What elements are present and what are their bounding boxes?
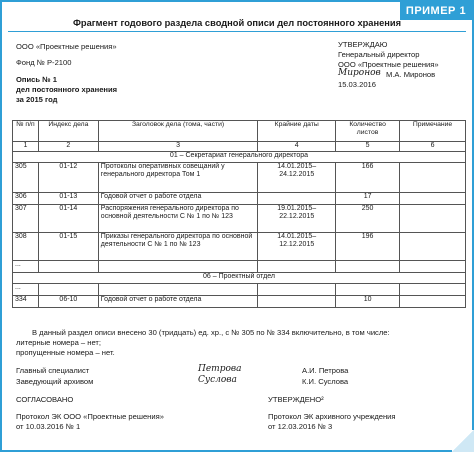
- approve-label: УТВЕРЖДАЮ: [338, 40, 388, 49]
- row-number: 305: [13, 163, 39, 193]
- specialist-signature: Петрова: [198, 364, 242, 374]
- table-header-row: [13, 121, 466, 142]
- column-number: 4: [258, 142, 336, 152]
- row-number: 307: [13, 205, 39, 233]
- column-number-row: [13, 142, 466, 152]
- protocol-archive: Протокол ЭК архивного учреждения: [268, 412, 396, 421]
- case-dates: 14.01.2015– 12.12.2015: [258, 233, 336, 261]
- header-cell: Примечание: [400, 121, 466, 142]
- approve-date: 15.03.2016: [338, 80, 377, 89]
- approved-label: УТВЕРЖДЕНО²: [268, 395, 324, 404]
- section-title: 01 – Секретариат генерального директора: [13, 152, 466, 163]
- section-row: [13, 273, 466, 284]
- opis-number: Опись № 1: [16, 75, 57, 84]
- archive-head-position: Заведующий архивом: [16, 377, 94, 386]
- case-note: [400, 296, 466, 308]
- row-number: ...: [13, 261, 39, 273]
- case-index: [38, 284, 98, 296]
- case-title: Распоряжения генерального директора по основной деятельности С № 1 по № 123: [98, 205, 258, 233]
- case-dates: 14.01.2015– 24.12.2015: [258, 163, 336, 193]
- case-title: Протоколы оперативных совещаний у генерального директора Том 1: [98, 163, 258, 193]
- case-sheets: [336, 284, 400, 296]
- case-index: 06-10: [38, 296, 98, 308]
- row-number: 308: [13, 233, 39, 261]
- case-note: [400, 163, 466, 193]
- litera-numbers: литерные номера – нет;: [16, 338, 101, 347]
- case-note: [400, 261, 466, 273]
- case-dates: [258, 193, 336, 205]
- missing-numbers: пропущенные номера – нет.: [16, 348, 115, 357]
- table-row: [13, 205, 466, 233]
- specialist-position: Главный специалист: [16, 366, 90, 375]
- archive-head-name: К.И. Суслова: [302, 377, 349, 386]
- inventory-table: [12, 120, 466, 308]
- agreed-label: СОГЛАСОВАНО: [16, 395, 74, 404]
- table-row: [13, 284, 466, 296]
- header-cell: № п/п: [13, 121, 39, 142]
- case-title: Приказы генерального директора по основной деятельности С № 1 по № 123: [98, 233, 258, 261]
- case-sheets: [336, 261, 400, 273]
- specialist-name: А.И. Петрова: [302, 366, 349, 375]
- case-title: [98, 284, 258, 296]
- column-number: 3: [98, 142, 258, 152]
- case-dates: 19.01.2015– 22.12.2015: [258, 205, 336, 233]
- case-index: 01-13: [38, 193, 98, 205]
- table-row: [13, 296, 466, 308]
- document-title: Фрагмент годового раздела сводной описи дел постоянного хранения: [8, 18, 466, 32]
- row-number: ...: [13, 284, 39, 296]
- org-name: ООО «Проектные решения»: [16, 42, 117, 51]
- header-cell: Количество листов: [336, 121, 400, 142]
- case-index: 01-14: [38, 205, 98, 233]
- case-note: [400, 233, 466, 261]
- header-cell: Крайние даты: [258, 121, 336, 142]
- case-note: [400, 284, 466, 296]
- row-number: 306: [13, 193, 39, 205]
- approve-org: ООО «Проектные решения»: [338, 60, 439, 69]
- approve-position: Генеральный директор: [338, 50, 420, 59]
- case-dates: [258, 284, 336, 296]
- director-name: М.А. Миронов: [386, 70, 436, 79]
- case-title: Годовой отчет о работе отдела: [98, 296, 258, 308]
- case-index: [38, 261, 98, 273]
- protocol-company-date: от 10.03.2016 № 1: [16, 422, 81, 431]
- case-index: 01-15: [38, 233, 98, 261]
- column-number: 5: [336, 142, 400, 152]
- column-number: 1: [13, 142, 39, 152]
- case-dates: [258, 296, 336, 308]
- case-dates: [258, 261, 336, 273]
- case-sheets: 17: [336, 193, 400, 205]
- table-row: [13, 163, 466, 193]
- header-cell: Индекс дела: [38, 121, 98, 142]
- case-sheets: 166: [336, 163, 400, 193]
- section-row: [13, 152, 466, 163]
- case-index: 01-12: [38, 163, 98, 193]
- row-number: 334: [13, 296, 39, 308]
- case-title: [98, 261, 258, 273]
- table-row: [13, 233, 466, 261]
- summary-text: В данный раздел описи внесено 30 (тридцать) ед. хр., с № 305 по № 334 включительно, в том числе:: [32, 328, 390, 337]
- protocol-archive-date: от 12.03.2016 № 3: [268, 422, 333, 431]
- case-sheets: 10: [336, 296, 400, 308]
- column-number: 2: [38, 142, 98, 152]
- section-title: 06 – Проектный отдел: [13, 273, 466, 284]
- opis-type: дел постоянного хранения: [16, 85, 118, 94]
- director-signature: Миронов: [338, 68, 381, 78]
- table-row: [13, 193, 466, 205]
- case-title: Годовой отчет о работе отдела: [98, 193, 258, 205]
- case-sheets: 196: [336, 233, 400, 261]
- case-note: [400, 193, 466, 205]
- header-cell: Заголовок дела (тома, части): [98, 121, 258, 142]
- opis-year: за 2015 год: [16, 95, 58, 104]
- fond-number: Фонд № Р-2100: [16, 58, 72, 67]
- protocol-company: Протокол ЭК ООО «Проектные решения»: [16, 412, 164, 421]
- column-number: 6: [400, 142, 466, 152]
- table-row: [13, 261, 466, 273]
- archive-head-signature: Суслова: [198, 375, 237, 385]
- case-note: [400, 205, 466, 233]
- page-curl-decoration: [452, 430, 474, 452]
- case-sheets: 250: [336, 205, 400, 233]
- example-badge: ПРИМЕР 1: [400, 2, 472, 20]
